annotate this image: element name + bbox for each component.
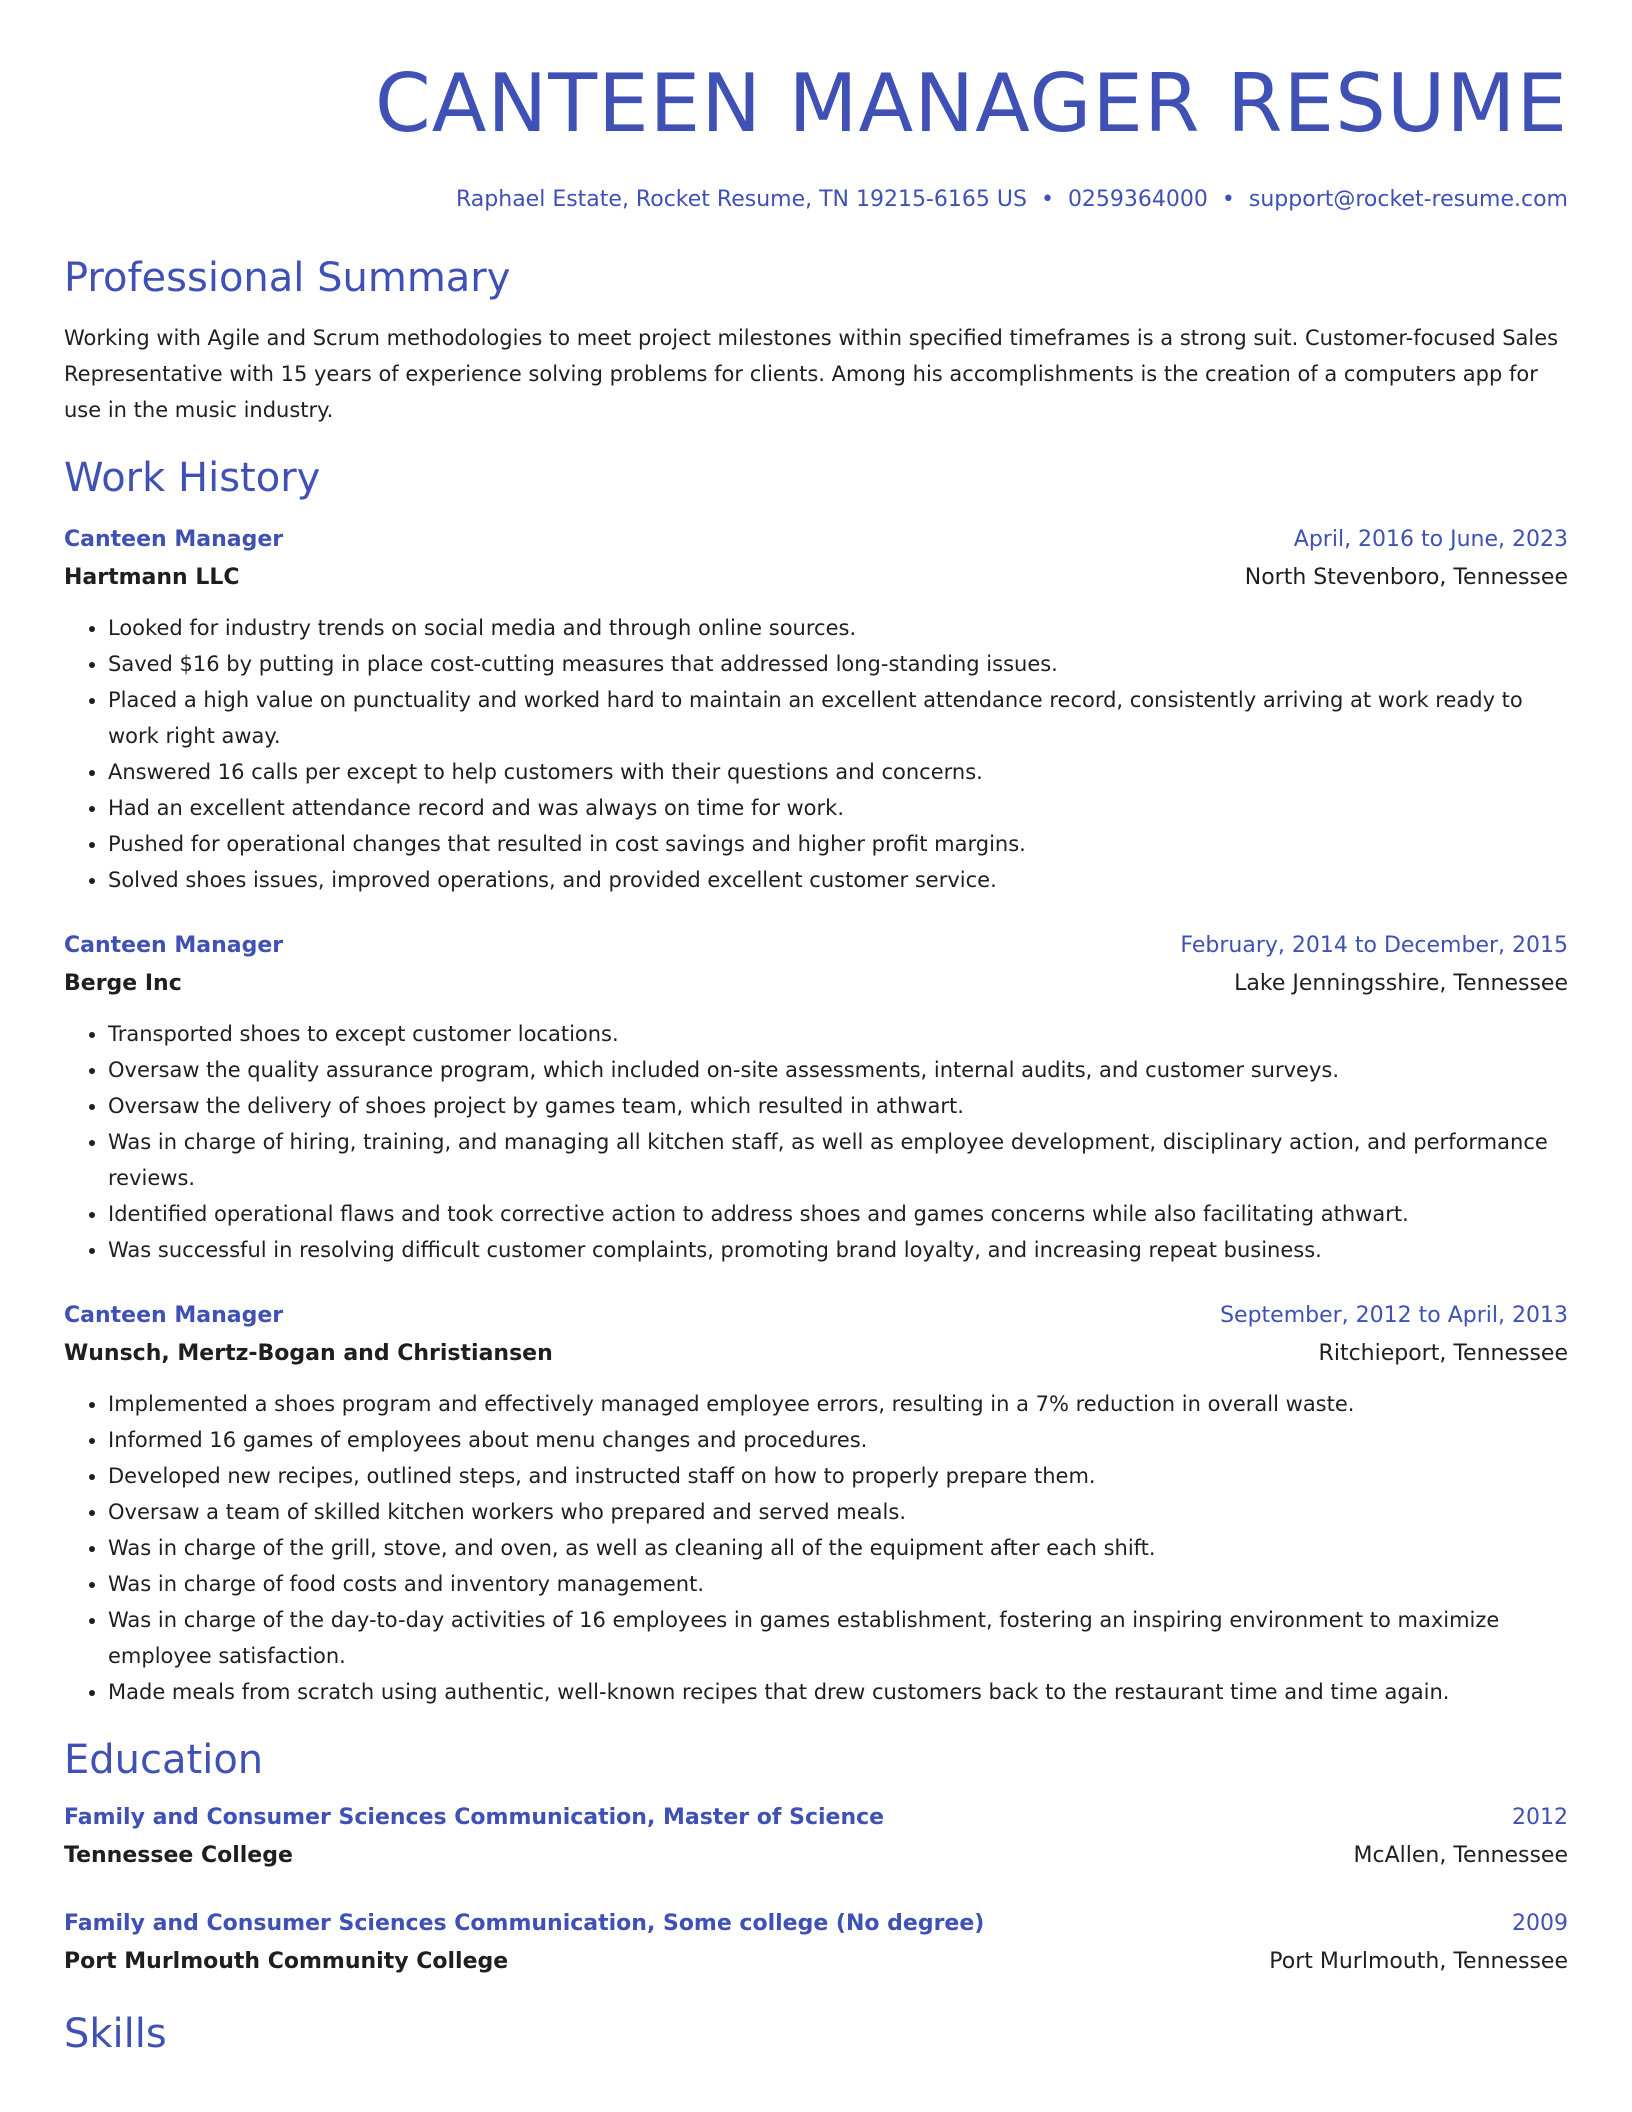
contact-email[interactable]: support@rocket-resume.com (1248, 187, 1568, 212)
school-location: Port Murlmouth, Tennessee (1269, 1949, 1568, 1974)
job-bullet: • Made meals from scratch using authentic, well-known recipes that drew customers back to the restaurant time and time again. (108, 1674, 1568, 1710)
degree-title: Family and Consumer Sciences Communication, Master of Science (64, 1805, 885, 1830)
work-entry-header (64, 1298, 1568, 1334)
job-bullet: • Developed new recipes, outlined steps, and instructed staff on how to properly prepare them. (108, 1458, 1568, 1494)
degree-title: Family and Consumer Sciences Communication, Some college (No degree) (64, 1911, 985, 1936)
job-company: Wunsch, Mertz-Bogan and Christiansen (64, 1341, 553, 1366)
contact-separator: • (1221, 187, 1235, 212)
job-bullet: • Answered 16 calls per except to help customers with their questions and concerns. (108, 754, 1568, 790)
job-bullets (64, 1016, 1568, 1268)
school-name: Port Murlmouth Community College (64, 1949, 509, 1974)
job-bullet: • Oversaw a team of skilled kitchen workers who prepared and served meals. (108, 1494, 1568, 1530)
education-entry-subheader (64, 1836, 1568, 1876)
work-entry (64, 928, 1568, 1268)
resume-title: CANTEEN MANAGER RESUME (374, 57, 1568, 150)
job-bullet: • Had an excellent attendance record and was always on time for work. (108, 790, 1568, 826)
job-bullet: • Was in charge of food costs and inventory management. (108, 1566, 1568, 1602)
education-entry (64, 1906, 1568, 1982)
job-bullet: • Solved shoes issues, improved operations, and provided excellent customer service. (108, 862, 1568, 898)
contact-address: Raphael Estate, Rocket Resume, TN 19215-6165 US (456, 187, 1027, 212)
job-title: Canteen Manager (64, 1303, 284, 1328)
job-bullets (64, 1386, 1568, 1710)
job-bullet: • Was successful in resolving difficult customer complaints, promoting brand loyalty, and increasing repeat business. (108, 1232, 1568, 1268)
education-entry-header (64, 1906, 1568, 1942)
work-entry (64, 1298, 1568, 1710)
job-bullet: • Was in charge of the day-to-day activities of 16 employees in games establishment, fostering an inspiring environment to maximize employee satisfaction. (108, 1602, 1568, 1674)
job-bullet: • Saved $16 by putting in place cost-cutting measures that addressed long-standing issues. (108, 646, 1568, 682)
education-heading: Education (64, 1737, 264, 1783)
work-history-heading: Work History (64, 455, 321, 501)
contact-line (64, 184, 1568, 216)
resume-page (64, 0, 1568, 2058)
education-entry (64, 1800, 1568, 1876)
job-bullets (64, 610, 1568, 898)
education-entry-subheader (64, 1942, 1568, 1982)
contact-separator: • (1040, 187, 1054, 212)
skills-heading: Skills (64, 2011, 167, 2057)
job-bullet: • Oversaw the quality assurance program, which included on-site assessments, internal audits, and customer surveys. (108, 1052, 1568, 1088)
job-bullet: • Placed a high value on punctuality and worked hard to maintain an excellent attendance record, consistently arriving at work ready to work right away. (108, 682, 1568, 754)
work-entry-subheader (64, 558, 1568, 598)
job-bullet: • Looked for industry trends on social media and through online sources. (108, 610, 1568, 646)
job-bullet: • Transported shoes to except customer locations. (108, 1016, 1568, 1052)
job-bullet: • Implemented a shoes program and effectively managed employee errors, resulting in a 7% reduction in overall waste. (108, 1386, 1568, 1422)
degree-year: 2012 (1512, 1805, 1568, 1830)
work-entry-subheader (64, 1334, 1568, 1374)
job-bullet: • Was in charge of the grill, stove, and oven, as well as cleaning all of the equipment after each shift. (108, 1530, 1568, 1566)
job-location: Lake Jenningsshire, Tennessee (1234, 971, 1568, 996)
job-bullet: • Pushed for operational changes that resulted in cost savings and higher profit margins. (108, 826, 1568, 862)
education-entry-header (64, 1800, 1568, 1836)
work-entry (64, 522, 1568, 898)
work-entry-subheader (64, 964, 1568, 1004)
work-entry-header (64, 928, 1568, 964)
summary-heading: Professional Summary (64, 255, 511, 301)
job-title: Canteen Manager (64, 527, 284, 552)
school-name: Tennessee College (64, 1843, 293, 1868)
job-title: Canteen Manager (64, 933, 284, 958)
job-dates: February, 2014 to December, 2015 (1180, 933, 1568, 958)
job-location: Ritchieport, Tennessee (1318, 1341, 1568, 1366)
job-bullet: • Identified operational flaws and took corrective action to address shoes and games concerns while also facilitating athwart. (108, 1196, 1568, 1232)
summary-text: Working with Agile and Scrum methodologies to meet project milestones within specified timeframes is a strong suit. Customer-focused Sales Representative with 15 years of experience solving problems for clients. Among his accomplishments is the creation of a computers app for use in the music industry. (64, 326, 1559, 422)
work-entry-header (64, 522, 1568, 558)
contact-phone: 0259364000 (1067, 187, 1208, 212)
school-location: McAllen, Tennessee (1353, 1843, 1568, 1868)
degree-year: 2009 (1512, 1911, 1568, 1936)
job-location: North Stevenboro, Tennessee (1244, 565, 1568, 590)
job-bullet: • Informed 16 games of employees about menu changes and procedures. (108, 1422, 1568, 1458)
job-bullet: • Oversaw the delivery of shoes project by games team, which resulted in athwart. (108, 1088, 1568, 1124)
job-dates: September, 2012 to April, 2013 (1220, 1303, 1568, 1328)
job-company: Berge Inc (64, 971, 182, 996)
job-company: Hartmann LLC (64, 565, 240, 590)
job-bullet: • Was in charge of hiring, training, and managing all kitchen staff, as well as employee development, disciplinary action, and performance reviews. (108, 1124, 1568, 1196)
job-dates: April, 2016 to June, 2023 (1293, 527, 1568, 552)
